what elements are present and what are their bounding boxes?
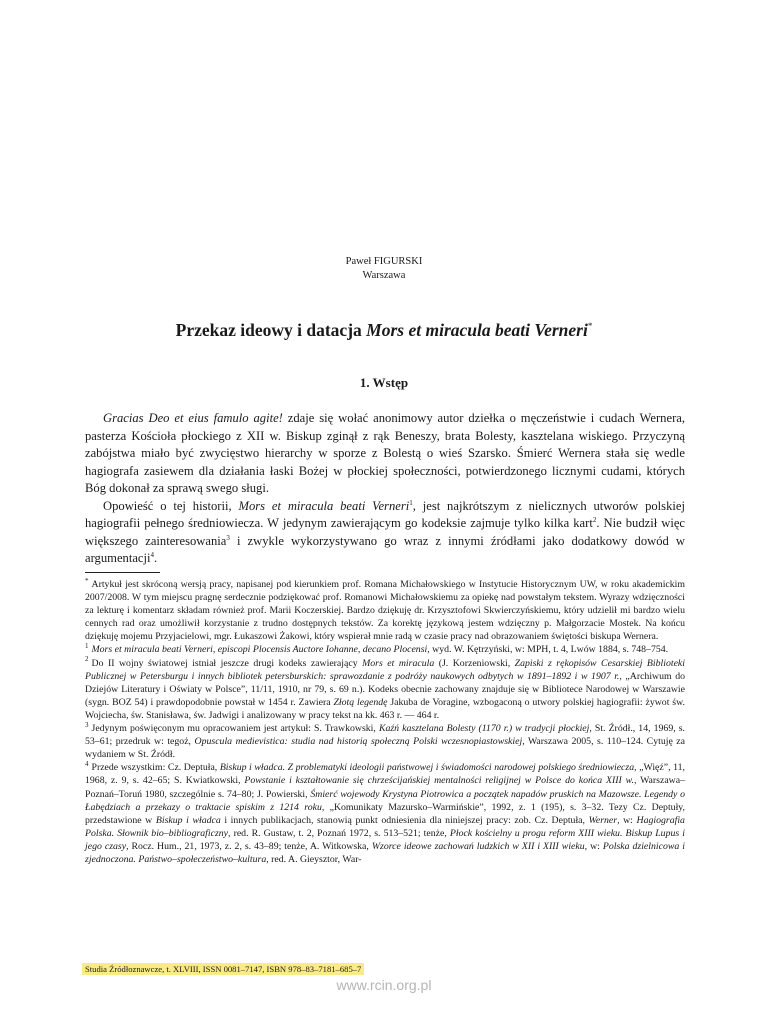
footnote-1	[85, 643, 685, 656]
footnote-ref[interactable]: 1	[409, 498, 413, 507]
title-italic: Mors et miracula beati Verneri	[366, 320, 588, 340]
footnote-italic: Werner	[588, 814, 618, 826]
footnote-italic: Kaźń kasztelana Bolesty (1170 r.) w tradycji płockiej	[378, 723, 590, 735]
footnote-italic: Powstanie i kształtowanie się chrześcijańskiej mentalności religijnej w Polsce do końca XIII w.	[244, 775, 634, 787]
footnote-italic: Zapiski z rękopisów Cesarskiej Biblioteki Publicznej w Petersburgu i innych bibliotek petersburskich: sprawozdanie z podróży naukowych odbytych w 1891–1892 i w 1907 r.	[85, 657, 686, 682]
paragraph-2-text: . Nie budził więc większego zainteresowania	[85, 516, 685, 548]
paragraph-2-text: .	[154, 551, 158, 565]
footnote-4	[85, 761, 685, 866]
footnote-mark: 2	[85, 655, 89, 664]
footnote-divider	[85, 572, 160, 573]
article-title	[0, 320, 768, 341]
footnote-italic: Biskup i władca. Z problematyki ideologii państwowej i świadomości narodowej polskiego średniowiecza	[219, 762, 635, 774]
footnote-text: , wyd. W. Kętrzyński, w: MPH, t. 4, Lwów 1884, s. 748–754.	[427, 644, 669, 656]
paragraph-1-text: zdaje się wołać anonimowy autor dziełka o męczeństwie i cudach Wernera, pasterza Kościoła płockiego z XII w. Biskup zginął z rąk Beneszy, brata Bolesty, kasztelana wiskiego. Przyczyną zabójstwa miało być zwycięstwo hierarchy w sporze z Bolestą o wieś Szarsko. Śmierć Wernera stała się wedle hagiografa zasiewem dla działania łaski Bożej w płockiej społeczności, potwierdzonego licznymi cudami, których Bóg dokonał za sprawą swego sługi.	[85, 411, 685, 495]
footnote-text: Przede wszystkim: Cz. Deptuła,	[91, 762, 220, 774]
footnote-italic: Złotą legendę	[333, 696, 388, 708]
footnote-text: Jakuba de Voragine, wzbogaconą o utwory polskiej hagiografii: żywot św. Wojciecha, św. Stanisława, św. Jadwigi i analizowany w pracy tekst na kk. 463 r. — 464 r.	[85, 696, 685, 721]
footnote-text: , „Archiwum do Dziejów Literatury i Oświaty w Polsce”, 11/11, 1910, nr 79, s. 69 n.). Kodeks obecnie zachowany znajduje się w Bibliotece Narodowej w Warszawie (sygn. BOZ 54) i prawdopodobnie powstał w 1454 r. Zawiera	[85, 670, 685, 708]
footnote-text: Jedynym poświęconym mu opracowaniem jest artykuł: S. Trawkowski,	[91, 723, 379, 735]
quote-italic: Gracias Deo et eius famulo agite!	[103, 411, 283, 425]
footnote-mark: 4	[85, 760, 89, 769]
footnote-text: Artykuł jest skróconą wersją pracy, napisanej pod kierunkiem prof. Romana Michałowskiego w Instytucie Historycznym UW, w roku akademickim 2007/2008. W tym miejscu pragnę serdecznie podziękować prof. Romanowi Michałowskiemu za opiekę nad powstałym tekstem. Wyrazy wdzięczności za lekturę i komentarz składam również prof. Marii Koczerskiej. Bardzo dziękuję dr. Krzysztofowi Skwierczyńskiemu, który udzielił mi bardzo wielu cennych rad oraz umożliwił korzystanie z trudno dostępnych tekstów. Za korektę językową jestem wdzięczny p. Małgorzacie Mostek. Na końcu dziękuję mojemu Przyjacielowi, mgr. Łukaszowi Żakowi, który wspierał mnie radą w czasie pracy nad obrazowaniem świętości biskupa Wernera.	[85, 579, 685, 643]
paragraph-2-text: Opowieść o tej historii,	[103, 498, 239, 513]
footnote-text: (J. Korzeniowski,	[434, 657, 515, 669]
watermark-url[interactable]: www.rcin.org.pl	[336, 977, 432, 993]
title-text: Przekaz ideowy i datacja	[175, 320, 367, 340]
footnote-text: Do II wojny światowej istniał jeszcze drugi kodeks zawierający	[91, 657, 363, 669]
paragraph-2-text: i zwykle wykorzystywano go wraz z innymi źródłami jako dodatkowy dowód w argumentacji	[85, 533, 686, 565]
footnote-text: , Rocz. Hum., 21, 1973, z. 2, s. 43–89; tenże, A. Witkowska,	[126, 840, 372, 852]
footnote-text: , „Więź”, 11, 1968, z. 9, s. 42–65; S. Kwiatkowski,	[85, 762, 685, 787]
footnote-italic: Biskup i władca	[155, 814, 221, 826]
footnote-italic: Mors et miracula	[362, 657, 435, 669]
footnote-text: , „Komunikaty Mazursko–Warmińskie”, 1992, z. 1 (195), s. 3–32. Tezy Cz. Deptuły, przedstawione w	[85, 801, 685, 826]
journal-citation: Studia Źródłoznawcze, t. XLVIII, ISSN 0081–7147, ISBN 978–83–7181–685–7	[82, 963, 364, 975]
section-heading: 1. Wstęp	[359, 375, 409, 390]
title-footnote-mark: *	[587, 321, 593, 332]
footnote-text: , red. A. Gieysztor, War-	[266, 853, 362, 865]
footnote-italic: Płock kościelny u progu reform XIII wieku. Biskup Lupus i jego czasy	[85, 827, 685, 852]
footnote-ref[interactable]: 2	[592, 515, 597, 524]
footnote-ref[interactable]: 3	[226, 533, 230, 542]
footnote-text: , w:	[584, 840, 603, 852]
footnote-italic: Opuscula medievistica: studia nad historią społeczną Polski wczesnopiastowskiej	[194, 736, 523, 748]
footnote-text: , red. R. Gustaw, t. 2, Poznań 1972, s. 513–521; tenże,	[228, 827, 450, 839]
footnote-italic: Wzorce ideowe zachowań ludzkich w XII i XIII wieku	[371, 840, 585, 852]
footnote-ref[interactable]: 4	[150, 550, 155, 559]
footnote-mark: 1	[85, 642, 89, 651]
work-title-italic: Mors et miracula beati Verneri	[238, 498, 410, 513]
paragraph-1	[85, 410, 685, 498]
author-block	[0, 255, 768, 283]
footnote-italic: Polska dzielnicowa i zjednoczona. Państwo–społeczeństwo–kultura	[85, 840, 686, 865]
footnote-mark: *	[85, 576, 89, 585]
footnote-italic: Mors et miracula beati Verneri, episcopi Plocensis Auctore Iohanne, decano Plocensi	[91, 644, 428, 656]
author-affiliation: Warszawa	[362, 270, 406, 281]
footnote-italic: Śmierć wojewody Krystyna Piotrowica a początek napadów pruskich na Mazowsze. Legendy o Łabędziach a przekazy o traktacie spiskim z 1214 roku	[85, 788, 685, 813]
author-name: Paweł FIGURSKI	[345, 256, 423, 267]
footnote-text: , Warszawa–Poznań–Toruń 1980, szczególnie s. 74–80; J. Powierski,	[85, 775, 685, 800]
paragraph-2	[85, 498, 685, 568]
footnote-mark: 3	[85, 720, 89, 729]
footnote-2	[85, 657, 685, 722]
footnote-text: , Warszawa 2005, s. 110–124. Cytuję za wydaniem w St. Źródł.	[85, 736, 685, 761]
footnotes	[85, 578, 685, 866]
footnote-italic: Hagiografia Polska. Słownik bio–bibliograficzny	[85, 814, 685, 839]
footnote-text: , w:	[617, 814, 637, 826]
footnote-star	[85, 578, 685, 643]
footnote-text: , St. Źródł., 14, 1969, s. 53–61; przedruk w: tegoż,	[85, 723, 685, 748]
footnote-text: i innych publikacjach, stanowią punkt odniesienia dla niniejszej pracy: zob. Cz. Deptuła,	[220, 814, 589, 826]
paragraph-2-text: , jest najkrótszym z nielicznych utworów polskiej hagiografii pełnego średniowiecza. W jedynym zawierającym go kodeksie zajmuje tylko kilka kart	[85, 498, 685, 530]
footnote-3	[85, 722, 685, 761]
body-text	[85, 410, 685, 568]
